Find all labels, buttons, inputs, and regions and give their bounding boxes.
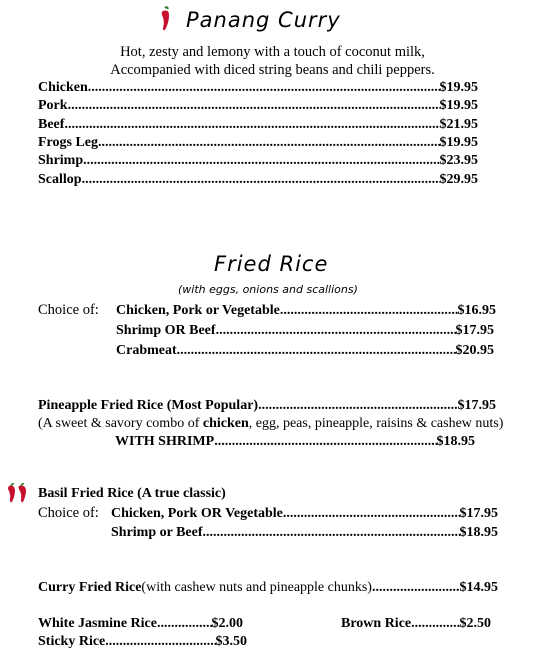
item-name: Pork [38,98,68,113]
side-price: $2.00 [211,616,243,631]
panang-item-shrimp [38,153,478,169]
option-price: $18.95 [459,525,498,540]
option-name: Chicken, Pork or Vegetable [116,303,280,318]
desc-pre: (A sweet & savory combo of [38,416,203,431]
curry-price: $14.95 [459,580,498,595]
fried-rice-option-shrimp-beef [116,323,494,339]
fried-rice-subtitle: (with eggs, onions and scallions) [178,283,358,296]
side-price: $2.50 [459,616,491,631]
option-price: $17.95 [459,506,498,521]
panang-description-line1: Hot, zesty and lemony with a touch of coconut milk, [120,44,425,60]
option-name: Crabmeat [116,343,177,358]
pineapple-description [38,416,503,432]
pineapple-price: $17.95 [457,398,496,413]
side-name: Sticky Rice [38,634,106,649]
panang-item-frogs-leg [38,135,478,151]
option-price: $16.95 [457,303,496,318]
basil-option-chicken-pork-vegetable [111,506,498,522]
curry-name: Curry Fried Rice [38,580,142,595]
item-price: $23.95 [439,153,478,168]
option-price: $20.95 [455,343,494,358]
item-price: $19.95 [439,98,478,113]
panang-item-pork [38,98,478,114]
double-chili-icon [5,482,31,504]
item-name: Frogs Leg [38,135,99,150]
panang-description-line2: Accompanied with diced string beans and chili peppers. [110,62,435,78]
panang-item-chicken [38,80,478,96]
side-name: White Jasmine Rice [38,616,157,631]
pineapple-fried-rice [38,398,496,414]
fried-rice-title: Fried Rice [214,252,329,276]
curry-description: (with cashew nuts and pineapple chunks) [141,580,372,595]
desc-bold: chicken [202,416,249,431]
side-sticky-rice [38,634,247,650]
with-shrimp-label: WITH SHRIMP [115,434,215,449]
fried-rice-choice-label: Choice of: [38,302,99,318]
side-white-jasmine-rice [38,616,243,632]
item-name: Scallop [38,172,82,187]
panang-item-beef [38,117,478,133]
option-name: Shrimp OR Beef [116,323,216,338]
chili-icon [158,6,174,32]
basil-option-shrimp-beef [111,525,498,541]
item-price: $21.95 [439,117,478,132]
item-price: $29.95 [439,172,478,187]
pineapple-name: Pineapple Fried Rice (Most Popular) [38,398,259,413]
option-name: Chicken, Pork OR Vegetable [111,506,283,521]
pineapple-with-shrimp [115,434,475,450]
side-name: Brown Rice [341,616,412,631]
basil-choice-label: Choice of: [38,505,99,521]
with-shrimp-price: $18.95 [436,434,475,449]
item-price: $19.95 [439,80,478,95]
option-name: Shrimp or Beef [111,525,203,540]
basil-fried-rice-name: Basil Fried Rice (A true classic) [38,486,226,501]
fried-rice-option-crabmeat [116,343,494,359]
desc-post: , egg, peas, pineapple, raisins & cashew nuts) [248,416,504,431]
item-name: Chicken [38,80,88,95]
item-name: Beef [38,117,65,132]
curry-fried-rice [38,580,498,596]
panang-title: Panang Curry [186,8,341,32]
panang-item-scallop [38,172,478,188]
fried-rice-option-chicken-pork-vegetable [116,303,496,319]
item-price: $19.95 [439,135,478,150]
side-brown-rice [341,616,491,632]
option-price: $17.95 [455,323,494,338]
side-price: $3.50 [215,634,247,649]
item-name: Shrimp [38,153,84,168]
